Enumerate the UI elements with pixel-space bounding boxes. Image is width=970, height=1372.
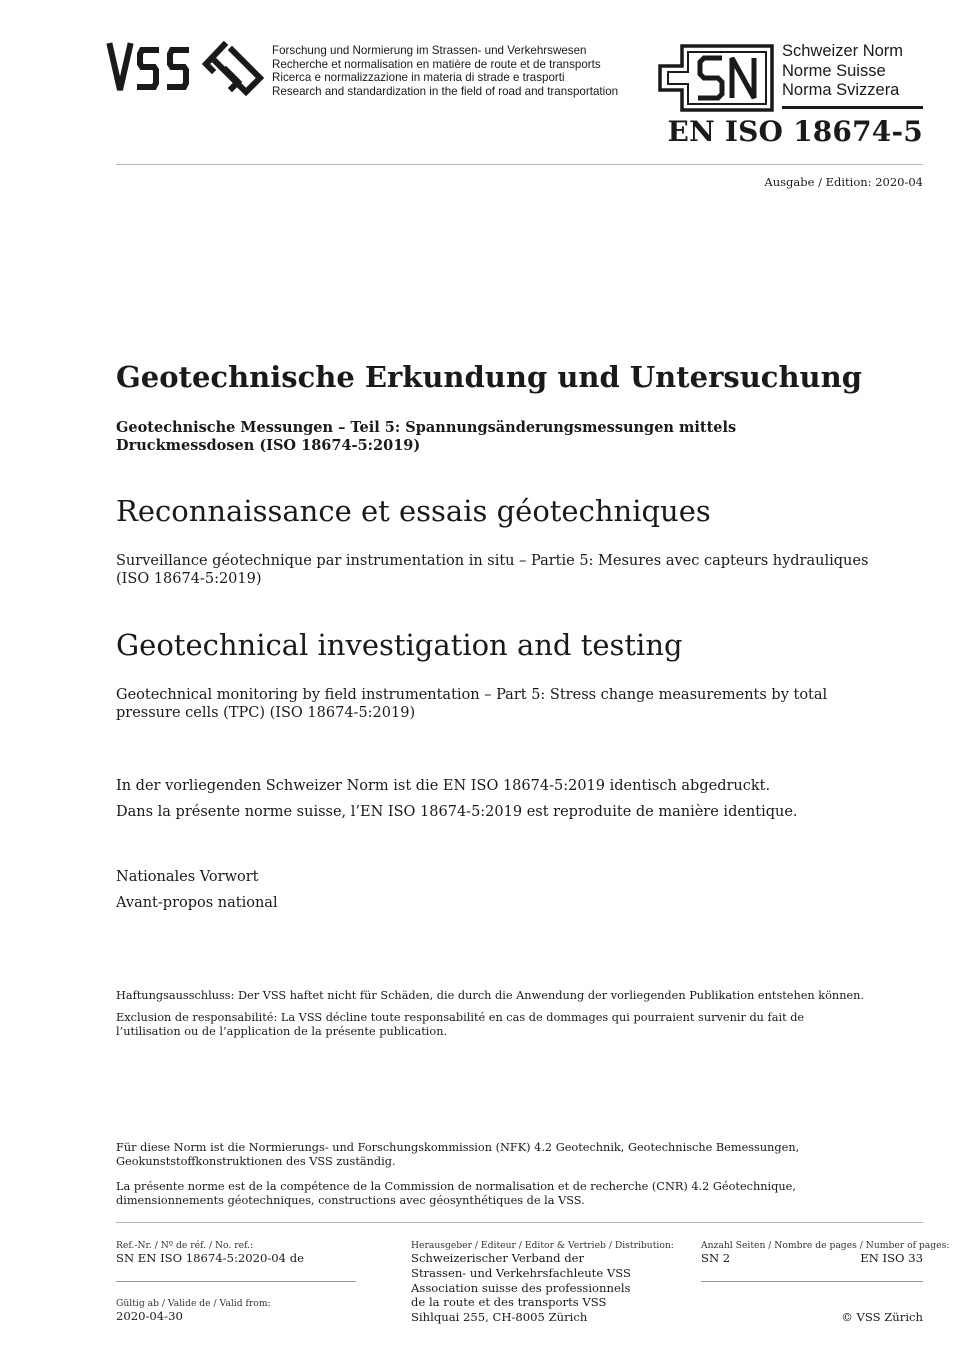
title-german: Geotechnische Erkundung und Untersuchung (116, 360, 862, 394)
publisher-line-5: Sihlquai 255, CH-8005 Zürich (411, 1310, 588, 1324)
page-count-en: EN ISO 33 (860, 1251, 923, 1265)
identity-statement-de: In der vorliegenden Schweizer Norm ist die EN ISO 18674-5:2019 identisch abgedruckt. (116, 778, 771, 794)
publisher-line-4: de la route et des transports VSS (411, 1295, 607, 1309)
national-foreword-de: Nationales Vorwort (116, 869, 259, 885)
ref-number-label: Ref.-Nr. / Nº de réf. / No. ref.: (116, 1240, 254, 1251)
copyright: © VSS Zürich (841, 1310, 923, 1324)
committee-fr: La présente norme est de la compétence de la Commission de normalisation et de recherche (CNR) 4.2 Géotechnique, dimensionnements géotechniques, constructions avec géosynthétiques de la VSS. (116, 1180, 796, 1207)
publisher-line-1: Schweizerischer Verband der (411, 1251, 585, 1265)
sn-underline (782, 106, 923, 109)
ref-number-value: SN EN ISO 18674-5:2020-04 de (116, 1251, 305, 1265)
publisher-line-2: Strassen- und Verkehrsfachleute VSS (411, 1266, 631, 1280)
committee-de: Für diese Norm ist die Normierungs- und Forschungskommission (NFK) 4.2 Geotechnik, Geotechnische Bemessungen, Geokunststoffkonstruktionen des VSS zuständig. (116, 1141, 800, 1168)
sn-logo (656, 44, 780, 112)
sn-name-de: Schweizer Norm (782, 42, 904, 60)
page-count-label: Anzahl Seiten / Nombre de pages / Number of pages: (701, 1240, 950, 1251)
title-english: Geotechnical investigation and testing (116, 628, 683, 662)
subtitle-french: Surveillance géotechnique par instrumentation in situ – Partie 5: Mesures avec capteurs hydrauliques (ISO 18674-5:2019) (116, 553, 869, 587)
subtitle-english: Geotechnical monitoring by field instrumentation – Part 5: Stress change measurements by total pressure cells (TPC) (ISO 18674-5:2019) (116, 687, 828, 721)
footer-left-rule (116, 1281, 356, 1282)
identity-statement-fr: Dans la présente norme suisse, l’EN ISO 18674-5:2019 est reproduite de manière identique. (116, 804, 798, 820)
vss-logo (106, 40, 266, 100)
vss-tagline-en: Research and standardization in the field of road and transportation (272, 84, 619, 98)
edition-date: Ausgabe / Edition: 2020-04 (764, 175, 923, 189)
vss-tagline-it: Ricerca e normalizzazione in materia di strade e trasporti (272, 71, 565, 85)
national-foreword-fr: Avant-propos national (116, 895, 278, 911)
header-divider (116, 164, 923, 165)
disclaimer-fr: Exclusion de responsabilité: La VSS décline toute responsabilité en cas de dommages qui pourraient survenir du fait de l’utilisation ou de l’application de la présente publication. (116, 1011, 805, 1038)
vss-tagline (272, 44, 652, 98)
footer-right-rule (701, 1281, 923, 1282)
disclaimer-de: Haftungsausschluss: Der VSS haftet nicht für Schäden, die durch die Anwendung der vorliegenden Publikation entstehen können. (116, 989, 865, 1002)
publisher-label: Herausgeber / Editeur / Editor & Vertrieb / Distribution: (411, 1240, 674, 1251)
footer-divider (116, 1222, 923, 1223)
standard-number: EN ISO 18674-5 (667, 115, 923, 148)
publisher-line-3: Association suisse des professionnels (411, 1281, 631, 1295)
vss-tagline-de: Forschung und Normierung im Strassen- und Verkehrswesen (272, 44, 587, 57)
valid-from-label: Gültig ab / Valide de / Valid from: (116, 1298, 271, 1309)
sn-name-it: Norma Svizzera (782, 81, 900, 99)
page-count-sn: SN 2 (701, 1251, 731, 1265)
subtitle-german: Geotechnische Messungen – Teil 5: Spannungsänderungsmessungen mittels Druckmessdosen (ISO 18674-5:2019) (116, 419, 737, 454)
title-french: Reconnaissance et essais géotechniques (116, 494, 711, 528)
vss-tagline-fr: Recherche et normalisation en matière de route et de transports (272, 57, 601, 71)
sn-name-fr: Norme Suisse (782, 61, 886, 80)
valid-from-value: 2020-04-30 (116, 1309, 183, 1323)
sn-names (782, 42, 903, 101)
